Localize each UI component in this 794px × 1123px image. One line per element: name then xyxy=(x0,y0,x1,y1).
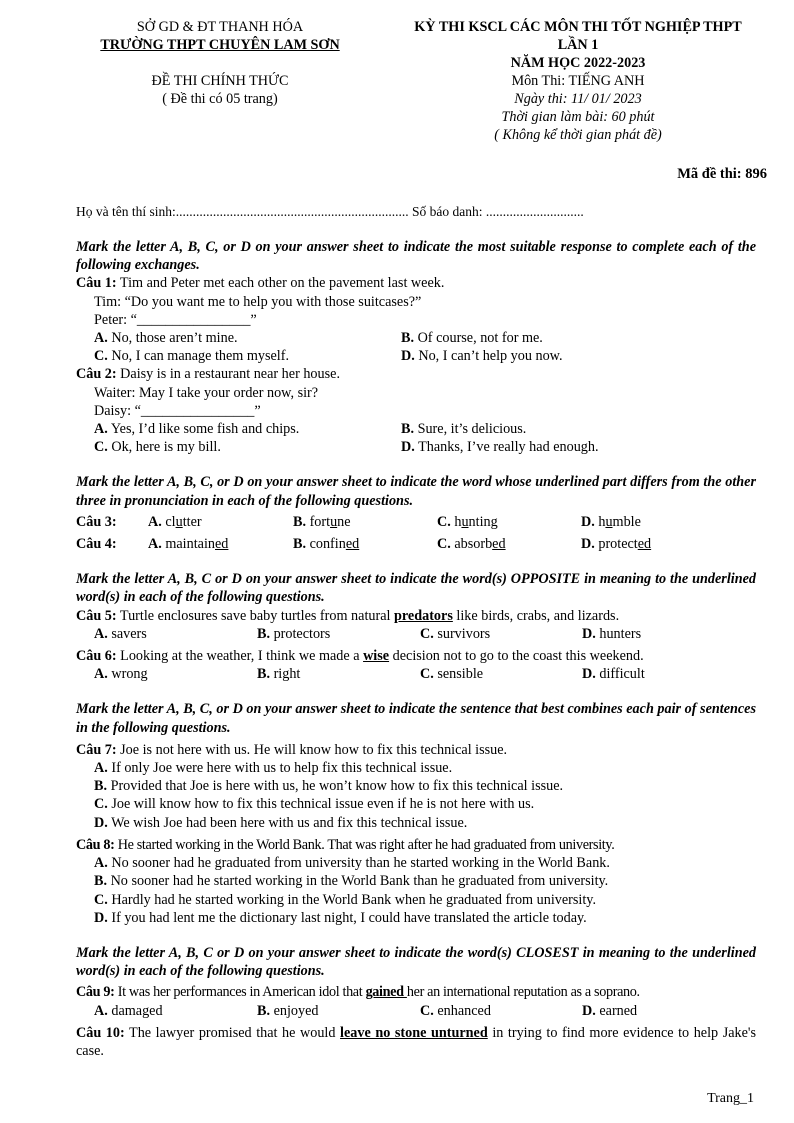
option-d[interactable]: D. Thanks, I’ve really had enough. xyxy=(401,439,599,456)
option-d[interactable]: D. protected xyxy=(581,536,652,553)
question-label: Câu 6: xyxy=(76,648,117,665)
department-name: SỞ GD & ĐT THANH HÓA xyxy=(136,19,304,35)
exam-subject: Môn Thi: TIẾNG ANH xyxy=(511,73,645,89)
question-stem: Daisy is in a restaurant near her house. xyxy=(116,366,340,383)
option-d[interactable]: D. earned xyxy=(582,1002,638,1019)
question-10: Câu 10: The lawyer promised that he would leave no stone unturned in trying to find more evidence to help Jake's case. xyxy=(76,1024,756,1059)
question-label: Câu 8: xyxy=(76,836,115,853)
dialogue-blank: Peter: “________________” xyxy=(94,311,257,328)
question-label: Câu 3: xyxy=(76,513,117,530)
option-a[interactable]: A. damaged xyxy=(94,1002,163,1019)
school-year: NĂM HỌC 2022-2023 xyxy=(510,55,646,71)
option-c[interactable]: C. sensible xyxy=(420,666,484,683)
section-instruction-3: Mark the letter A, B, C or D on your answer sheet to indicate the word(s) OPPOSITE in meaning to the underlined word(s) in each of the following questions. xyxy=(76,571,756,606)
question-label: Câu 9: xyxy=(76,984,115,1001)
exam-date: Ngày thi: 11/ 01/ 2023 xyxy=(514,91,642,107)
option-d[interactable]: D. difficult xyxy=(582,666,645,683)
option-a[interactable]: A. wrong xyxy=(94,666,148,683)
dialogue-blank: Daisy: “________________” xyxy=(94,402,261,419)
option-b[interactable]: B. No sooner had he started working in the World Bank than he graduated from university. xyxy=(94,873,609,890)
question-6: Câu 6: Looking at the weather, I think we made a wise decision not to go to the coast this weekend. xyxy=(76,648,644,665)
question-label: Câu 10: xyxy=(76,1024,125,1041)
exam-duration-note: ( Không kể thời gian phát đề) xyxy=(494,127,662,143)
candidate-info-line: Họ và tên thí sinh:..................................................................... Số báo danh: ............................. xyxy=(76,204,584,219)
key-word: gained xyxy=(365,984,407,1001)
question-8 xyxy=(76,836,756,854)
option-b[interactable]: B. Sure, it’s delicious. xyxy=(401,421,527,438)
option-b[interactable]: B. Provided that Joe is here with us, he won’t know how to fix this technical issue. xyxy=(94,778,564,795)
option-c[interactable]: C. survivors xyxy=(420,625,491,642)
option-a[interactable]: A. clutter xyxy=(148,513,202,530)
options-row xyxy=(76,665,756,683)
exam-code: Mã đề thi: 896 xyxy=(677,166,767,182)
option-a[interactable]: A. Yes, I’d like some fish and chips. xyxy=(94,421,300,438)
header-right xyxy=(378,18,778,144)
options-row xyxy=(76,420,756,438)
question-9: Câu 9: It was her performances in American idol that gained her an international reputation as a soprano. xyxy=(76,984,640,1001)
header-left xyxy=(70,18,370,108)
option-b[interactable]: B. protectors xyxy=(257,625,331,642)
exam-round: LẦN 1 xyxy=(557,37,599,53)
option-c[interactable]: C. enhanced xyxy=(420,1002,491,1019)
option-b[interactable]: B. enjoyed xyxy=(257,1002,319,1019)
option-c[interactable]: C. hunting xyxy=(437,513,498,530)
section-instruction-5: Mark the letter A, B, C or D on your answer sheet to indicate the word(s) CLOSEST in meaning to the underlined word(s) in each of the following questions. xyxy=(76,944,756,980)
option-b[interactable]: B. fortune xyxy=(293,513,351,530)
section-instruction-1: Mark the letter A, B, C, or D on your answer sheet to indicate the most suitable response to complete each of the following exchanges. xyxy=(76,239,756,274)
key-word: wise xyxy=(363,648,390,665)
question-3 xyxy=(76,513,756,531)
dialogue-line: Tim: “Do you want me to help you with those suitcases?” xyxy=(94,293,422,310)
option-c[interactable]: C. Joe will know how to fix this technical issue even if he is not here with us. xyxy=(94,796,535,813)
question-label: Câu 1: xyxy=(76,275,117,292)
option-d[interactable]: D. humble xyxy=(581,513,641,530)
options-row xyxy=(76,329,756,347)
question-2 xyxy=(76,365,756,383)
option-b[interactable]: B. right xyxy=(257,666,301,683)
school-name: TRƯỜNG THPT CHUYÊN LAM SƠN xyxy=(100,37,340,53)
option-a[interactable]: A. savers xyxy=(94,625,147,642)
option-c[interactable]: C. Hardly had he started working in the World Bank when he graduated from university. xyxy=(94,891,596,908)
question-1 xyxy=(76,274,756,292)
options-row xyxy=(76,1002,756,1020)
exam-duration: Thời gian làm bài: 60 phút xyxy=(501,109,655,125)
options-row xyxy=(76,347,756,365)
option-a[interactable]: A. maintained xyxy=(148,536,229,553)
exam-content xyxy=(76,238,756,1060)
question-stem: Tim and Peter met each other on the pavement last week. xyxy=(116,275,445,292)
question-stem: Joe is not here with us. He will know how to fix this technical issue. xyxy=(116,741,508,758)
option-a[interactable]: A. If only Joe were here with us to help fix this technical issue. xyxy=(94,760,453,777)
page-count: ( Đề thi có 05 trang) xyxy=(162,91,278,107)
question-5: Câu 5: Turtle enclosures save baby turtles from natural predators like birds, crabs, and lizards. xyxy=(76,607,620,624)
option-d[interactable]: D. If you had lent me the dictionary last night, I could have translated the article today. xyxy=(94,909,587,926)
option-a[interactable]: A. No sooner had he graduated from university than he started working in the World Bank. xyxy=(94,855,610,872)
question-7 xyxy=(76,741,756,759)
exam-title: KỲ THI KSCL CÁC MÔN THI TỐT NGHIỆP THPT xyxy=(414,19,742,35)
option-b[interactable]: B. confined xyxy=(293,536,360,553)
option-b[interactable]: B. Of course, not for me. xyxy=(401,330,543,347)
dialogue-line: Waiter: May I take your order now, sir? xyxy=(94,384,319,401)
options-row xyxy=(76,438,756,456)
key-word: predators xyxy=(394,607,453,624)
official-label: ĐỀ THI CHÍNH THỨC xyxy=(151,73,289,89)
option-d[interactable]: D. No, I can’t help you now. xyxy=(401,348,563,365)
option-d[interactable]: D. hunters xyxy=(582,625,642,642)
question-label: Câu 4: xyxy=(76,536,117,553)
key-word: leave no stone unturned xyxy=(340,1024,488,1041)
question-label: Câu 5: xyxy=(76,607,117,624)
option-c[interactable]: C. No, I can manage them myself. xyxy=(94,348,290,365)
option-a[interactable]: A. No, those aren’t mine. xyxy=(94,330,238,347)
option-c[interactable]: C. Ok, here is my bill. xyxy=(94,439,221,456)
options-row xyxy=(76,625,756,643)
question-stem: He started working in the World Bank. That was right after he had graduated from university. xyxy=(114,836,615,853)
question-4 xyxy=(76,535,756,553)
section-instruction-4: Mark the letter A, B, C, or D on your answer sheet to indicate the sentence that best combines each pair of sentences in the following questions. xyxy=(76,701,756,736)
question-label: Câu 2: xyxy=(76,366,117,383)
question-label: Câu 7: xyxy=(76,741,117,758)
section-instruction-2: Mark the letter A, B, C, or D on your answer sheet to indicate the word whose underlined part differs from the other three in pronunciation in each of the following questions. xyxy=(76,474,756,509)
option-c[interactable]: C. absorbed xyxy=(437,536,506,553)
page-number: Trang_1 xyxy=(707,1091,754,1106)
option-d[interactable]: D. We wish Joe had been here with us and fix this technical issue. xyxy=(94,814,468,831)
